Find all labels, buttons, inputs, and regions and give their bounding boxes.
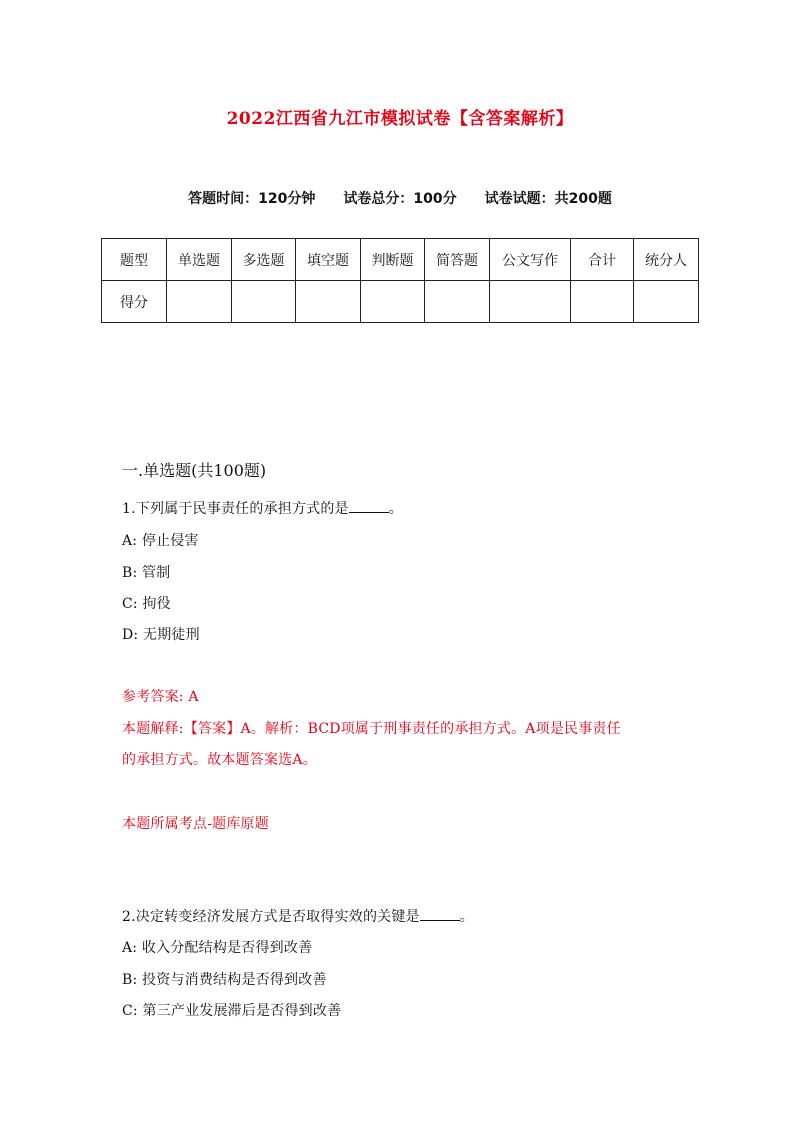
- document-title: 2022江西省九江市模拟试卷【含答案解析】: [226, 109, 574, 129]
- question-option: A: 停止侵害: [122, 533, 199, 549]
- score-cell: [296, 281, 361, 323]
- score-table-header-row: [102, 239, 699, 281]
- exam-time: 答题时间：120分钟: [188, 191, 316, 207]
- score-table-header-cell: 题型: [102, 239, 167, 281]
- question-stem-text: 2.决定转变经济发展方式是否取得实效的关键是: [122, 909, 420, 925]
- score-table: [101, 238, 699, 323]
- question-stem: [122, 906, 474, 926]
- question-option: C: 拘役: [122, 596, 171, 612]
- question-option: C: 第三产业发展滞后是否得到改善: [122, 1003, 342, 1019]
- score-cell: [634, 281, 699, 323]
- question-stem-end: 。: [459, 909, 474, 925]
- answer-blank: [420, 919, 460, 921]
- score-table-header-cell: 判断题: [361, 239, 425, 281]
- score-table-header-cell: 单选题: [167, 239, 232, 281]
- score-cell: [232, 281, 296, 323]
- score-cell: [571, 281, 634, 323]
- score-table-header-cell: 多选题: [232, 239, 296, 281]
- question-stem-text: 1.下列属于民事责任的承担方式的是: [122, 501, 349, 517]
- section-title: 一.单选题(共100题): [122, 461, 267, 480]
- score-cell: [361, 281, 425, 323]
- score-table-header-cell: 简答题: [425, 239, 490, 281]
- exam-info: [0, 188, 800, 208]
- exam-total-score: 试卷总分：100分: [343, 191, 457, 207]
- question-option: B: 管制: [122, 565, 171, 581]
- question-option: D: 无期徒刑: [122, 627, 200, 643]
- question-option: A: 收入分配结构是否得到改善: [122, 940, 313, 956]
- reference-answer: 参考答案: A: [122, 689, 199, 705]
- explanation-line: 本题解释:【答案】A。解析：BCD项属于刑事责任的承担方式。A项是民事责任: [122, 721, 621, 737]
- exam-question-count: 试卷试题：共200题: [484, 191, 612, 207]
- question-option: B: 投资与消费结构是否得到改善: [122, 972, 327, 988]
- score-table-header-cell: 公文写作: [490, 239, 571, 281]
- knowledge-point: 本题所属考点-题库原题: [122, 816, 269, 832]
- question-stem: [122, 498, 403, 518]
- score-table-score-row: [102, 281, 699, 323]
- answer-blank: [349, 511, 389, 513]
- score-cell: [490, 281, 571, 323]
- score-table-row-label: 得分: [102, 281, 167, 323]
- score-table-header-cell: 合计: [571, 239, 634, 281]
- score-cell: [425, 281, 490, 323]
- score-table-header-cell: 填空题: [296, 239, 361, 281]
- question-stem-end: 。: [388, 501, 403, 517]
- explanation-line: 的承担方式。故本题答案选A。: [122, 752, 317, 768]
- score-cell: [167, 281, 232, 323]
- score-table-header-cell: 统分人: [634, 239, 699, 281]
